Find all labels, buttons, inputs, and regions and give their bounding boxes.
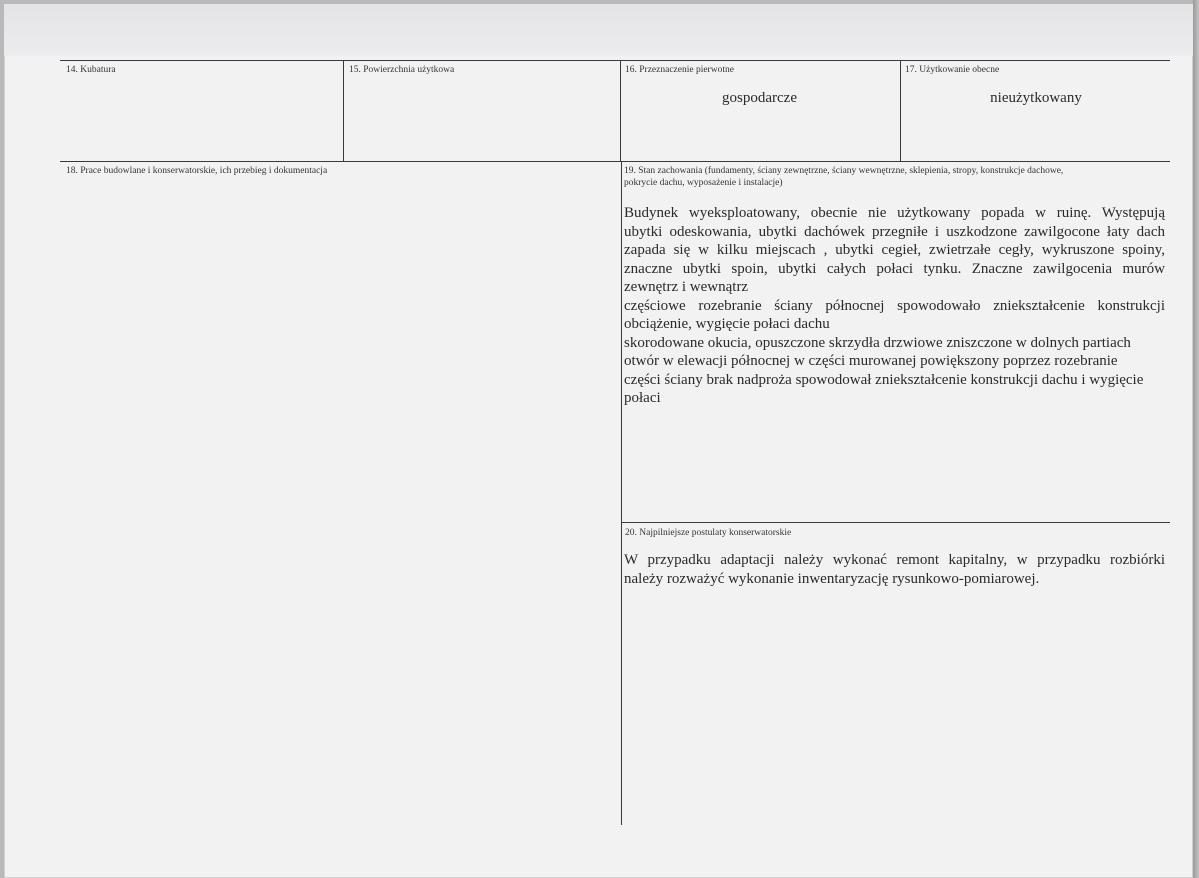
field-18-label: 18. Prace budowlane i konserwatorskie, ich przebieg i dokumentacja: [66, 166, 328, 176]
text-line: należy rozważyć wykonanie inwentaryzację rysunkowo-pomiarowej.: [624, 570, 1040, 587]
text-line: części ściany brak nadproża spowodował zniekształcenie konstrukcji dachu i wygięcie: [624, 371, 1144, 388]
field20-top-border: [622, 522, 1170, 523]
field-17-label: 17. Użytkowanie obecne: [905, 65, 1000, 75]
field-14-label: 14. Kubatura: [66, 65, 116, 75]
text-line: połaci: [624, 390, 661, 406]
divider-14-15: [343, 60, 344, 161]
text-line: częściowe rozebranie ściany północnej spowodowało zniekształcenie konstrukcji: [624, 297, 1165, 314]
field-19-label-line2: pokrycie dachu, wyposażenie i instalacje): [624, 178, 783, 188]
field-16-value[interactable]: gospodarcze: [722, 90, 797, 106]
field-16-label: 16. Przeznaczenie pierwotne: [625, 65, 734, 75]
divider-16-17: [900, 60, 901, 161]
text-line: otwór w elewacji północnej w części murowanej powiększony poprzez rozebranie: [624, 353, 1118, 369]
field-20-label: 20. Najpilniejsze postulaty konserwatorskie: [625, 528, 792, 538]
text-line: skorodowane okucia, opuszczone skrzydła drzwiowe zniszczone w dolnych partiach: [624, 334, 1131, 351]
row1-top-border: [60, 60, 1170, 61]
field-20-text[interactable]: [624, 551, 1165, 588]
field-19-label-line1: 19. Stan zachowania (fundamenty, ściany zewnętrzne, ściany wewnętrzne, sklepienia, stropy, konstrukcje dachowe,: [624, 166, 1064, 176]
text-line: W przypadku adaptacji należy wykonać remont kapitalny, w przypadku rozbiórki: [624, 552, 1165, 568]
divider-15-16: [620, 60, 621, 161]
scan-right-edge: [1193, 0, 1199, 878]
text-line: zewnętrz i wewnątrz: [624, 279, 749, 295]
text-line: zapada się w kilku miejscach , ubytki cegieł, zwietrzałe cegły, wykruszone spoiny,: [624, 242, 1165, 258]
text-line: Budynek wyeksploatowany, obecnie nie użytkowany popada w ruinę. Występują: [624, 205, 1165, 221]
field-15-label: 15. Powierzchnia użytkowa: [349, 65, 455, 75]
form-sheet: [4, 4, 1193, 878]
divider-18-19: [621, 161, 622, 825]
field-17-value[interactable]: nieużytkowany: [990, 90, 1082, 106]
row2-top-border: [60, 161, 1170, 162]
field-19-text[interactable]: [624, 204, 1165, 408]
text-line: znaczne ubytki spoin, ubytki całych połaci tynku. Znaczne zawilgocenia murów: [624, 260, 1165, 277]
scan-top-margin: [4, 4, 1193, 56]
text-line: ubytki odeskowania, ubytki dachówek przegniłe i uszkodzone zawilgocone łaty dach: [624, 223, 1165, 240]
text-line: obciążenie, wygięcie połaci dachu: [624, 316, 830, 332]
